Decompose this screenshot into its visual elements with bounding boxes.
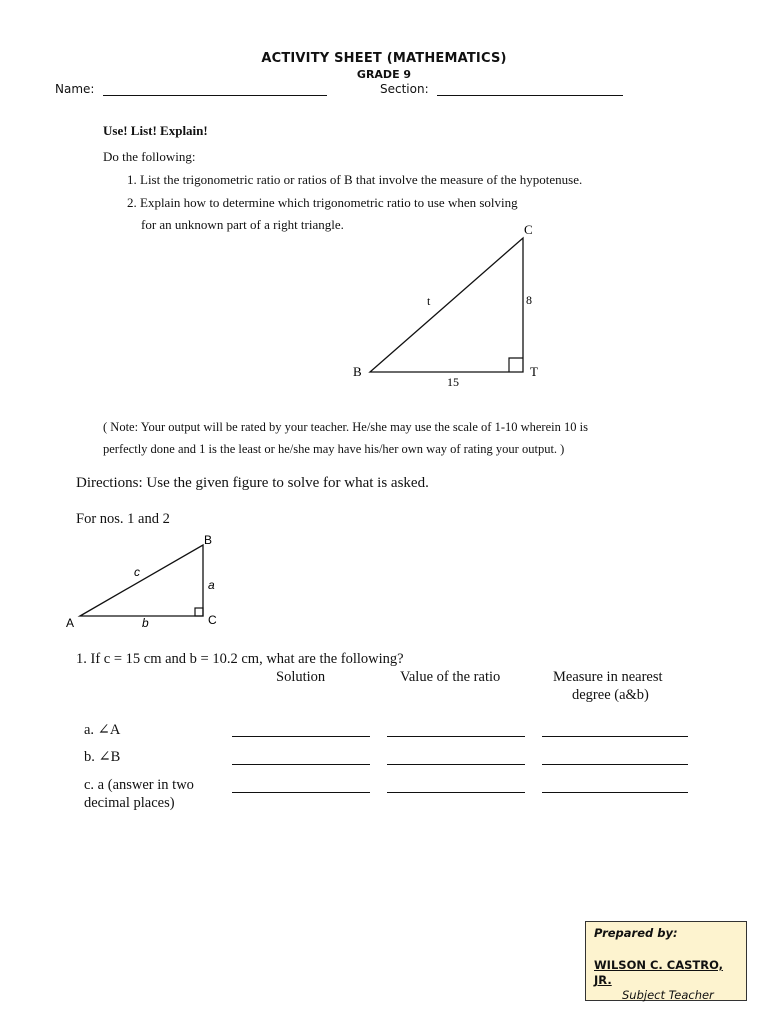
- row-c-label-line2: decimal places): [84, 795, 175, 811]
- side-b-label: b: [142, 616, 149, 630]
- teacher-name-line2: JR.: [594, 973, 612, 987]
- row-b-label: b. ∠B: [84, 749, 121, 765]
- activity-intro: Do the following:: [103, 149, 196, 164]
- side-bt-label: 15: [447, 375, 459, 389]
- note-line2: perfectly done and 1 is the least or he/she may have his/her own way of rating your output. ): [103, 442, 565, 456]
- vertex-c2-label: C: [208, 613, 217, 627]
- side-t-label: t: [427, 294, 431, 308]
- row-a-value-blank[interactable]: [387, 736, 525, 737]
- row-b-value-blank[interactable]: [387, 764, 525, 765]
- teacher-name: [594, 958, 738, 988]
- row-a-label: a. ∠A: [84, 722, 121, 738]
- side-ct-label: 8: [526, 293, 532, 307]
- row-b-measure-blank[interactable]: [542, 764, 688, 765]
- prepared-by-box: [585, 921, 747, 1001]
- directions-text: Directions: Use the given figure to solve for what is asked.: [76, 475, 429, 491]
- row-a-solution-blank[interactable]: [232, 736, 370, 737]
- right-angle-marker-c: [195, 608, 203, 616]
- triangle-bct-outline: [370, 238, 523, 372]
- activity-item-2-line2: for an unknown part of a right triangle.: [141, 217, 344, 232]
- col-measure-header-line1: Measure in nearest: [553, 669, 663, 685]
- teacher-name-line1: WILSON C. CASTRO,: [594, 958, 724, 972]
- side-c-label: c: [134, 565, 140, 579]
- teacher-role: Subject Teacher: [622, 988, 714, 1002]
- prepared-by-label: Prepared by:: [594, 926, 678, 940]
- col-value-header: Value of the ratio: [400, 669, 501, 685]
- row-c-value-blank[interactable]: [387, 792, 525, 793]
- name-label: Name:: [55, 82, 95, 96]
- col-measure-header-line2: degree (a&b): [572, 687, 649, 703]
- grade-label: GRADE 9: [356, 68, 412, 81]
- row-c-label-line1: c. a (answer in two: [84, 777, 194, 793]
- right-angle-marker-t: [509, 358, 523, 372]
- section-label: Section:: [380, 82, 429, 96]
- name-blank[interactable]: [103, 95, 327, 96]
- question-1-text: 1. If c = 15 cm and b = 10.2 cm, what are the following?: [76, 651, 404, 667]
- note-line1: ( Note: Your output will be rated by your teacher. He/she may use the scale of 1-10 wherein 10 is: [103, 420, 588, 434]
- row-b-solution-blank[interactable]: [232, 764, 370, 765]
- activity-item-1: 1. List the trigonometric ratio or ratios of B that involve the measure of the hypotenuse.: [127, 172, 583, 187]
- side-a-label: a: [208, 578, 215, 592]
- row-a-measure-blank[interactable]: [542, 736, 688, 737]
- for-nos-label: For nos. 1 and 2: [76, 511, 170, 527]
- col-solution-header: Solution: [276, 669, 326, 685]
- activity-heading: Use! List! Explain!: [103, 123, 208, 138]
- vertex-b-label: B: [353, 364, 362, 379]
- triangle-abc-figure: [60, 530, 230, 635]
- vertex-t-label: T: [530, 364, 538, 379]
- section-blank[interactable]: [437, 95, 623, 96]
- sheet-title: ACTIVITY SHEET (MATHEMATICS): [261, 51, 507, 66]
- triangle-abc-outline: [80, 545, 203, 616]
- triangle-bct-figure: [340, 220, 560, 395]
- activity-item-2-line1: 2. Explain how to determine which trigonometric ratio to use when solving: [127, 195, 518, 210]
- row-c-measure-blank[interactable]: [542, 792, 688, 793]
- vertex-a-label: A: [66, 616, 75, 630]
- row-c-solution-blank[interactable]: [232, 792, 370, 793]
- vertex-b2-label: B: [204, 533, 213, 547]
- vertex-c-label: C: [524, 222, 533, 237]
